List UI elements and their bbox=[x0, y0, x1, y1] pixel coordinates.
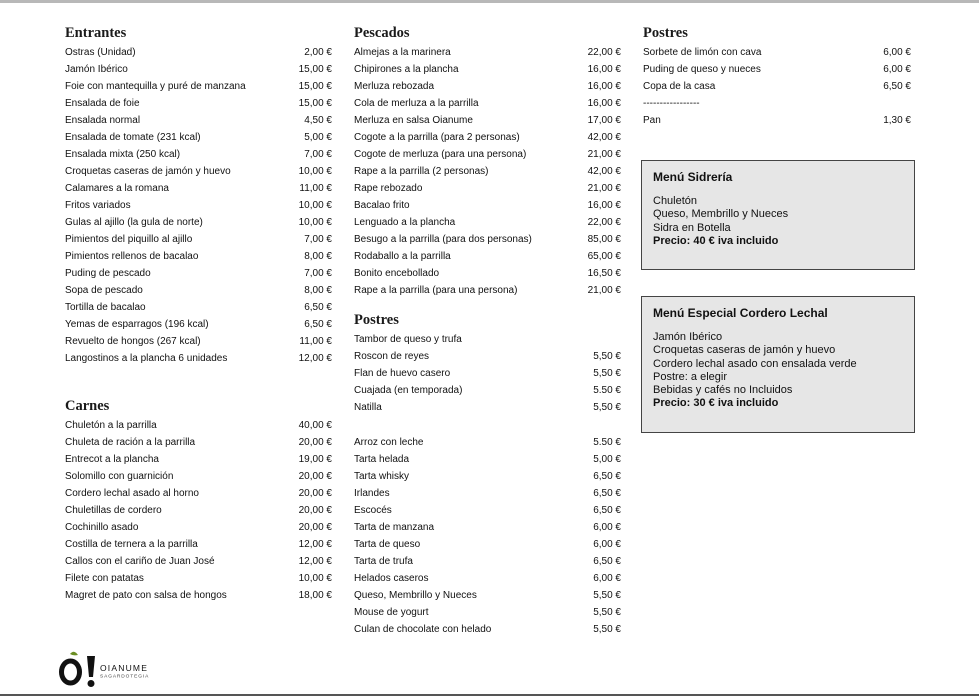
menu-item-price: 6,50 € bbox=[304, 319, 332, 330]
section-title-postres-right: Postres bbox=[643, 25, 688, 41]
menu-item bbox=[354, 468, 621, 485]
menu-item-price: 17,00 € bbox=[587, 115, 621, 126]
logo-name: OIANUME bbox=[100, 663, 149, 673]
menu-item bbox=[643, 78, 911, 95]
menu-item-name: Fritos variados bbox=[65, 200, 131, 211]
menu-box-line: Cordero lechal asado con ensalada verde bbox=[653, 357, 857, 370]
menu-item bbox=[65, 214, 332, 231]
menu-item-price: 10,00 € bbox=[298, 200, 332, 211]
menu-item-name: Tarta de trufa bbox=[354, 556, 413, 567]
menu-item-name: Merluza en salsa Oianume bbox=[354, 115, 473, 126]
menu-box-line: Chuletón bbox=[653, 195, 698, 208]
menu-item bbox=[354, 163, 621, 180]
menu-item-price: 12,00 € bbox=[298, 539, 332, 550]
menu-item-price: 5,00 € bbox=[593, 454, 621, 465]
menu-item-name: Helados caseros bbox=[354, 573, 429, 584]
menu-item bbox=[354, 129, 621, 146]
menu-item-name: Flan de huevo casero bbox=[354, 368, 451, 379]
menu-item-name: Bonito encebollado bbox=[354, 268, 440, 279]
menu-item bbox=[354, 331, 621, 348]
menu-item bbox=[354, 502, 621, 519]
menu-item bbox=[65, 451, 332, 468]
menu-item-price: 16,00 € bbox=[587, 98, 621, 109]
menu-item bbox=[354, 570, 621, 587]
menu-item bbox=[65, 248, 332, 265]
menu-item bbox=[354, 451, 621, 468]
menu-item-price: 6,50 € bbox=[593, 505, 621, 516]
menu-item bbox=[354, 621, 621, 638]
menu-item bbox=[354, 553, 621, 570]
menu-item-price: 16,00 € bbox=[587, 64, 621, 75]
menu-item bbox=[354, 180, 621, 197]
menu-item-price: 12,00 € bbox=[298, 556, 332, 567]
menu-item-price: 65,00 € bbox=[587, 251, 621, 262]
menu-item-price: 21,00 € bbox=[587, 183, 621, 194]
menu-cordero-title: Menú Especial Cordero Lechal bbox=[653, 306, 828, 320]
menu-item bbox=[65, 434, 332, 451]
menu-item bbox=[65, 553, 332, 570]
menu-item bbox=[354, 265, 621, 282]
menu-item-price: 8,00 € bbox=[304, 251, 332, 262]
menu-item-price: 5,50 € bbox=[593, 351, 621, 362]
menu-item-price: 6,50 € bbox=[304, 302, 332, 313]
menu-item bbox=[354, 214, 621, 231]
menu-item-price: 4,50 € bbox=[304, 115, 332, 126]
menu-item-name: Natilla bbox=[354, 402, 382, 413]
menu-item bbox=[65, 502, 332, 519]
menu-item bbox=[65, 61, 332, 78]
menu-item-price: 1,30 € bbox=[883, 115, 911, 126]
menu-item-price: 5,50 € bbox=[593, 402, 621, 413]
menu-item-name: Chipirones a la plancha bbox=[354, 64, 459, 75]
menu-item bbox=[65, 197, 332, 214]
menu-item bbox=[65, 146, 332, 163]
menu-item bbox=[354, 95, 621, 112]
column-left bbox=[65, 22, 332, 367]
menu-item-name: Entrecot a la plancha bbox=[65, 454, 159, 465]
menu-item-price: 16,50 € bbox=[587, 268, 621, 279]
column-middle bbox=[354, 22, 621, 299]
menu-item-name: Ensalada mixta (250 kcal) bbox=[65, 149, 181, 160]
menu-item bbox=[65, 95, 332, 112]
menu-item-price: 7,00 € bbox=[304, 149, 332, 160]
leaf-icon bbox=[70, 652, 78, 656]
menu-item bbox=[65, 417, 332, 434]
menu-item-name: Merluza rebozada bbox=[354, 81, 435, 92]
menu-item-name: Irlandes bbox=[354, 488, 390, 499]
menu-item-name: Foie con mantequilla y puré de manzana bbox=[65, 81, 246, 92]
menu-item bbox=[354, 348, 621, 365]
section-title-entrantes: Entrantes bbox=[65, 25, 127, 41]
menu-item bbox=[65, 282, 332, 299]
menu-item-price: 10,00 € bbox=[298, 573, 332, 584]
menu-item-name: Rape a la parrilla (para una persona) bbox=[354, 285, 518, 296]
logo-subtitle: SAGARDOTEGIA bbox=[100, 674, 150, 680]
menu-item-name: Tarta whisky bbox=[354, 471, 410, 482]
section-title-pescados: Pescados bbox=[354, 25, 410, 41]
menu-item-name: Cordero lechal asado al horno bbox=[65, 488, 199, 499]
menu-item-price: 5.50 € bbox=[593, 437, 621, 448]
menu-item bbox=[65, 112, 332, 129]
menu-item bbox=[65, 333, 332, 350]
menu-item-name: Pan bbox=[643, 115, 661, 126]
menu-item-name: Queso, Membrillo y Nueces bbox=[354, 590, 477, 601]
menu-item-price: 6,50 € bbox=[593, 471, 621, 482]
menu-cordero-lines bbox=[653, 331, 903, 397]
menu-item bbox=[65, 536, 332, 553]
menu-item bbox=[65, 570, 332, 587]
menu-item bbox=[65, 519, 332, 536]
menu-item-name: Ostras (Unidad) bbox=[65, 47, 136, 58]
menu-item-name: Rodaballo a la parrilla bbox=[354, 251, 451, 262]
menu-item-name: Solomillo con guarnición bbox=[65, 471, 174, 482]
menu-item-name: Cuajada (en temporada) bbox=[354, 385, 463, 396]
menu-item bbox=[354, 146, 621, 163]
menu-item-price: 10,00 € bbox=[298, 217, 332, 228]
menu-item bbox=[354, 536, 621, 553]
menu-item-price: 6,00 € bbox=[883, 47, 911, 58]
menu-item-price: 18,00 € bbox=[298, 590, 332, 601]
menu-item-name: Gulas al ajillo (la gula de norte) bbox=[65, 217, 203, 228]
menu-item bbox=[354, 365, 621, 382]
menu-item bbox=[354, 44, 621, 61]
menu-item-name: Ensalada normal bbox=[65, 115, 141, 126]
menu-item-name: Yemas de esparragos (196 kcal) bbox=[65, 319, 209, 330]
menu-item-name: Rape rebozado bbox=[354, 183, 423, 194]
menu-item bbox=[65, 265, 332, 282]
menu-item-price: 15,00 € bbox=[298, 64, 332, 75]
menu-item-price: 6,00 € bbox=[593, 539, 621, 550]
menu-item-name: Calamares a la romana bbox=[65, 183, 169, 194]
menu-item-price: 22,00 € bbox=[587, 217, 621, 228]
menu-item-price: 5,50 € bbox=[593, 624, 621, 635]
menu-box-line: Croquetas caseras de jamón y huevo bbox=[653, 344, 836, 357]
menu-item-price: 20,00 € bbox=[298, 437, 332, 448]
menu-item-name: Jamón Ibérico bbox=[65, 64, 128, 75]
menu-item-name: Revuelto de hongos (267 kcal) bbox=[65, 336, 201, 347]
menu-item bbox=[354, 519, 621, 536]
menu-item-price: 40,00 € bbox=[298, 420, 332, 431]
menu-item bbox=[65, 44, 332, 61]
postres-right-list bbox=[643, 44, 911, 129]
menu-box-line: Postre: a elegir bbox=[653, 370, 727, 383]
postres-middle-list-a bbox=[354, 331, 621, 416]
menu-item-name: Croquetas caseras de jamón y huevo bbox=[65, 166, 231, 177]
menu-box-line: Sidra en Botella bbox=[653, 221, 731, 234]
menu-item-price: 20,00 € bbox=[298, 505, 332, 516]
pescados-list bbox=[354, 44, 621, 299]
menu-item-name: Tarta de queso bbox=[354, 539, 421, 550]
menu-item-price: 21,00 € bbox=[587, 285, 621, 296]
entrantes-list bbox=[65, 44, 332, 367]
menu-cordero-price: Precio: 30 € iva incluido bbox=[653, 397, 779, 410]
menu-item-name: Copa de la casa bbox=[643, 81, 716, 92]
column-middle-postres-b bbox=[354, 434, 621, 638]
menu-item bbox=[65, 231, 332, 248]
menu-item-price: 20,00 € bbox=[298, 488, 332, 499]
menu-item-price: 12,00 € bbox=[298, 353, 332, 364]
menu-item-name: Sorbete de limón con cava bbox=[643, 47, 762, 58]
menu-item-price: 6,00 € bbox=[593, 522, 621, 533]
menu-item bbox=[354, 248, 621, 265]
menu-item-name: Tarta de manzana bbox=[354, 522, 435, 533]
menu-item bbox=[354, 399, 621, 416]
menu-item-price: 16,00 € bbox=[587, 200, 621, 211]
carnes-list bbox=[65, 417, 332, 604]
menu-item bbox=[65, 587, 332, 604]
menu-item-price: 42,00 € bbox=[587, 132, 621, 143]
menu-item-name: ----------------- bbox=[643, 98, 700, 109]
menu-item-name: Mouse de yogurt bbox=[354, 607, 429, 618]
menu-item-price: 7,00 € bbox=[304, 234, 332, 245]
menu-item-price: 15,00 € bbox=[298, 98, 332, 109]
menu-item bbox=[643, 44, 911, 61]
menu-item bbox=[354, 604, 621, 621]
menu-item-name: Chuletillas de cordero bbox=[65, 505, 162, 516]
menu-box-line: Bebidas y cafés no Incluidos bbox=[653, 384, 793, 397]
menu-item-price: 6,50 € bbox=[883, 81, 911, 92]
menu-item-name: Tambor de queso y trufa bbox=[354, 334, 462, 345]
menu-item-name: Cola de merluza a la parrilla bbox=[354, 98, 479, 109]
menu-item-name: Roscon de reyes bbox=[354, 351, 430, 362]
menu-item-name: Cochinillo asado bbox=[65, 522, 139, 533]
menu-item-name: Puding de pescado bbox=[65, 268, 151, 279]
menu-item-name: Culan de chocolate con helado bbox=[354, 624, 492, 635]
menu-box-line: Queso, Membrillo y Nueces bbox=[653, 208, 789, 221]
menu-item bbox=[65, 78, 332, 95]
menu-item-name: Sopa de pescado bbox=[65, 285, 143, 296]
menu-item-name: Ensalada de foie bbox=[65, 98, 140, 109]
menu-item bbox=[65, 163, 332, 180]
postres-middle-list-b bbox=[354, 434, 621, 638]
menu-item bbox=[354, 587, 621, 604]
menu-item-price: 5,50 € bbox=[593, 590, 621, 601]
menu-item-price: 15,00 € bbox=[298, 81, 332, 92]
menu-item-name: Chuletón a la parrilla bbox=[65, 420, 157, 431]
menu-item bbox=[354, 485, 621, 502]
menu-item bbox=[354, 434, 621, 451]
menu-item bbox=[354, 382, 621, 399]
top-border bbox=[0, 0, 979, 3]
menu-item-name: Escocés bbox=[354, 505, 392, 516]
menu-item-name: Pimientos rellenos de bacalao bbox=[65, 251, 199, 262]
menu-item-price: 6,50 € bbox=[593, 488, 621, 499]
menu-item-price: 16,00 € bbox=[587, 81, 621, 92]
menu-item-price: 6,50 € bbox=[593, 556, 621, 567]
menu-item-price: 8,00 € bbox=[304, 285, 332, 296]
menu-item-price: 85,00 € bbox=[587, 234, 621, 245]
menu-item bbox=[65, 468, 332, 485]
menu-item-name: Arroz con leche bbox=[354, 437, 424, 448]
menu-item-price: 6,00 € bbox=[593, 573, 621, 584]
menu-item bbox=[65, 485, 332, 502]
menu-item-name: Costilla de ternera a la parrilla bbox=[65, 539, 198, 550]
column-left-carnes bbox=[65, 395, 332, 604]
menu-item-price: 19,00 € bbox=[298, 454, 332, 465]
menu-item-price: 7,00 € bbox=[304, 268, 332, 279]
menu-item-name: Besugo a la parrilla (para dos personas) bbox=[354, 234, 532, 245]
menu-item bbox=[643, 112, 911, 129]
menu-sidreria-title: Menú Sidrería bbox=[653, 170, 733, 184]
menu-item-name: Langostinos a la plancha 6 unidades bbox=[65, 353, 228, 364]
menu-item bbox=[354, 112, 621, 129]
column-right bbox=[643, 22, 911, 129]
menu-item bbox=[65, 350, 332, 367]
menu-item bbox=[354, 197, 621, 214]
menu-item-name: Callos con el cariño de Juan José bbox=[65, 556, 215, 567]
menu-item-name: Almejas a la marinera bbox=[354, 47, 451, 58]
menu-item-price: 22,00 € bbox=[587, 47, 621, 58]
menu-item bbox=[643, 95, 911, 112]
menu-sidreria-box bbox=[641, 160, 915, 270]
menu-item bbox=[354, 231, 621, 248]
menu-box-line: Jamón Ibérico bbox=[653, 331, 723, 344]
menu-item bbox=[354, 282, 621, 299]
menu-item bbox=[65, 180, 332, 197]
menu-item-price: 5,50 € bbox=[593, 607, 621, 618]
logo-mark-icon bbox=[58, 650, 158, 690]
menu-item-name: Chuleta de ración a la parrilla bbox=[65, 437, 196, 448]
menu-item-name: Magret de pato con salsa de hongos bbox=[65, 590, 227, 601]
menu-item-price: 6,00 € bbox=[883, 64, 911, 75]
menu-item-name: Rape a la parrilla (2 personas) bbox=[354, 166, 489, 177]
menu-item bbox=[354, 61, 621, 78]
menu-item-price: 11,00 € bbox=[299, 336, 332, 347]
menu-item-name: Tortilla de bacalao bbox=[65, 302, 146, 313]
menu-item-name: Bacalao frito bbox=[354, 200, 410, 211]
menu-item-price: 5.50 € bbox=[593, 385, 621, 396]
menu-item-price: 5,00 € bbox=[304, 132, 332, 143]
menu-item-name: Filete con patatas bbox=[65, 573, 144, 584]
menu-item-name: Pimientos del piquillo al ajillo bbox=[65, 234, 193, 245]
menu-item bbox=[65, 316, 332, 333]
menu-item-price: 10,00 € bbox=[298, 166, 332, 177]
menu-item-name: Lenguado a la plancha bbox=[354, 217, 456, 228]
menu-item-price: 2,00 € bbox=[304, 47, 332, 58]
section-title-postres-middle: Postres bbox=[354, 312, 399, 328]
menu-item-name: Tarta helada bbox=[354, 454, 410, 465]
menu-item-name: Puding de queso y nueces bbox=[643, 64, 761, 75]
menu-item-price: 11,00 € bbox=[299, 183, 332, 194]
menu-sidreria-price: Precio: 40 € iva incluido bbox=[653, 234, 779, 247]
section-title-carnes: Carnes bbox=[65, 398, 110, 414]
oianume-logo bbox=[58, 650, 158, 695]
menu-item-price: 5,50 € bbox=[593, 368, 621, 379]
menu-item-price: 21,00 € bbox=[587, 149, 621, 160]
menu-item-price: 20,00 € bbox=[298, 522, 332, 533]
logo-mark-text: Ò! bbox=[58, 650, 60, 651]
column-middle-postres bbox=[354, 309, 621, 416]
menu-item-name: Cogote de merluza (para una persona) bbox=[354, 149, 527, 160]
menu-item-price: 42,00 € bbox=[587, 166, 621, 177]
menu-item-name: Cogote a la parrilla (para 2 personas) bbox=[354, 132, 520, 143]
menu-item bbox=[354, 78, 621, 95]
menu-cordero-box bbox=[641, 296, 915, 433]
menu-item-price: 20,00 € bbox=[298, 471, 332, 482]
menu-item-name: Ensalada de tomate (231 kcal) bbox=[65, 132, 201, 143]
menu-sidreria-lines bbox=[653, 195, 903, 235]
menu-item bbox=[65, 129, 332, 146]
menu-item bbox=[643, 61, 911, 78]
menu-item bbox=[65, 299, 332, 316]
